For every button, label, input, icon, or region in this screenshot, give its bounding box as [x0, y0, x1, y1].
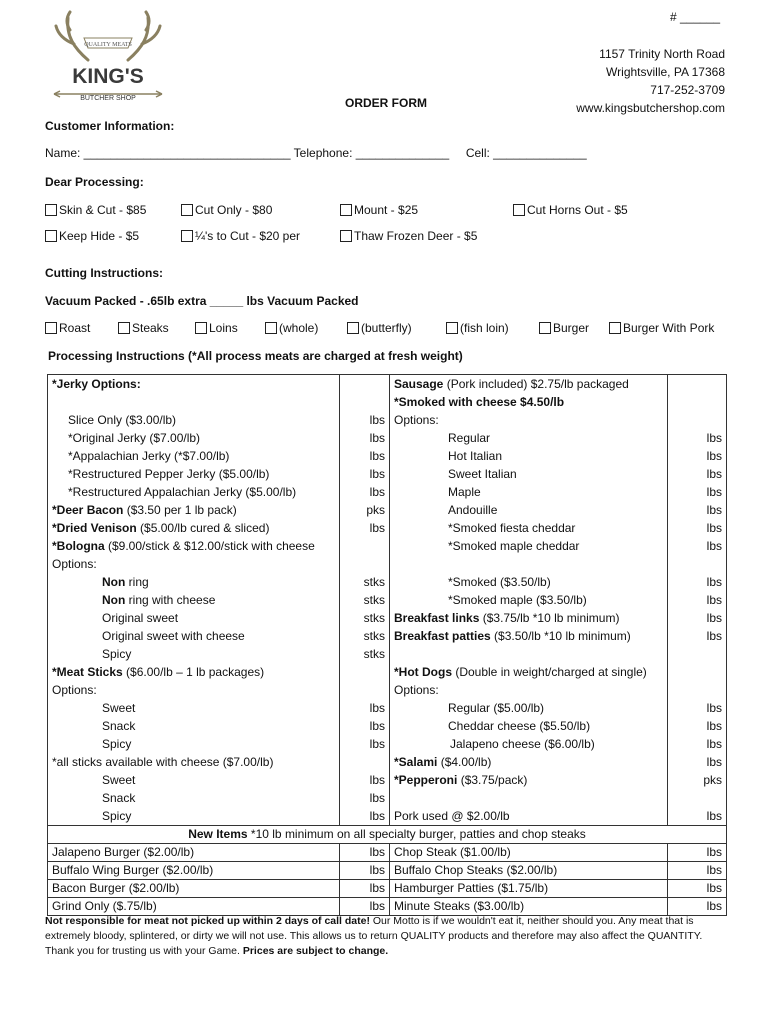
form-number-field[interactable]: # ______: [670, 10, 721, 24]
cut-butterfly[interactable]: (butterfly): [347, 321, 412, 335]
shop-website: www.kingsbutchershop.com: [576, 101, 725, 115]
unit-label: stks: [363, 611, 385, 625]
unit-cell[interactable]: lbs: [668, 844, 727, 862]
unit-label: lbs: [706, 521, 722, 535]
unit-label: lbs: [369, 449, 385, 463]
checkbox[interactable]: [195, 322, 207, 334]
list-item: Sweet: [102, 701, 136, 715]
list-item: Andouille: [448, 503, 498, 517]
list-item: *all sticks available with cheese ($7.00/lb): [52, 755, 274, 769]
checkbox[interactable]: [181, 230, 193, 242]
unit-label: pks: [703, 773, 722, 787]
list-item: *Pepperoni ($3.75/pack): [394, 773, 528, 787]
shop-city: Wrightsville, PA 17368: [606, 65, 725, 79]
option-skin-cut[interactable]: Skin & Cut - $85: [45, 203, 146, 217]
customer-info-line[interactable]: Name: _______________________________ Telephone: ______________ Cell: ______________: [45, 146, 587, 160]
checkbox[interactable]: [45, 204, 57, 216]
table-cell: Jalapeno Burger ($2.00/lb): [48, 844, 340, 862]
unit-label: lbs: [706, 629, 722, 643]
footer-disclaimer: Not responsible for meat not picked up within 2 days of call date! Our Motto is if we wouldn't eat it, neither should you. Any meat that is extremely bloody, splintered, or dirty we will not use. This allows us to return QUALITY products and therefore may also affect the QUANTITY. Thank you for trusting us with your Game. Prices are subject to change.: [45, 915, 703, 957]
list-item: Non ring: [102, 575, 149, 589]
list-item: Snack: [102, 719, 136, 733]
unit-label: lbs: [706, 809, 722, 823]
unit-label: lbs: [706, 611, 722, 625]
shop-phone: 717-252-3709: [650, 83, 725, 97]
unit-label: lbs: [706, 431, 722, 445]
list-item: Maple: [448, 485, 481, 499]
unit-label: lbs: [369, 485, 385, 499]
unit-label: lbs: [706, 701, 722, 715]
cutting-heading: Cutting Instructions:: [45, 266, 163, 280]
spacer: [48, 393, 339, 411]
unit-label: lbs: [369, 431, 385, 445]
new-items-heading: New Items *10 lb minimum on all specialty burger, patties and chop steaks: [48, 826, 727, 844]
option-quarters-to-cut[interactable]: ¼'s to Cut - $20 per: [181, 229, 300, 243]
form-title: ORDER FORM: [345, 96, 427, 110]
options-label: Options:: [394, 413, 439, 427]
unit-label: lbs: [369, 737, 385, 751]
unit-label: lbs: [706, 467, 722, 481]
unit-label: lbs: [706, 737, 722, 751]
list-item: *Meat Sticks ($6.00/lb – 1 lb packages): [52, 665, 265, 679]
list-item: *Appalachian Jerky (*$7.00/lb): [68, 449, 230, 463]
table-row: [48, 862, 727, 880]
unit-label: lbs: [369, 701, 385, 715]
unit-label: stks: [363, 593, 385, 607]
checkbox[interactable]: [446, 322, 458, 334]
list-item: Hot Italian: [448, 449, 503, 463]
list-item: Breakfast links ($3.75/lb *10 lb minimum): [394, 611, 620, 625]
table-cell: Grind Only ($.75/lb): [48, 898, 340, 916]
unit-label: lbs: [706, 539, 722, 553]
unit-label: lbs: [369, 467, 385, 481]
list-item: Snack: [102, 791, 136, 805]
dear-processing-heading: Dear Processing:: [45, 175, 144, 189]
list-item: *Deer Bacon ($3.50 per 1 lb pack): [52, 503, 237, 517]
checkbox[interactable]: [340, 204, 352, 216]
checkbox[interactable]: [340, 230, 352, 242]
list-item: *Smoked ($3.50/lb): [448, 575, 551, 589]
list-item: *Smoked maple ($3.50/lb): [448, 593, 587, 607]
unit-label: lbs: [369, 773, 385, 787]
list-item: Sausage (Pork included) $2.75/lb packaged: [394, 377, 629, 391]
unit-label: pks: [366, 503, 385, 517]
list-item: Original sweet with cheese: [102, 629, 245, 643]
jerky-heading: *Jerky Options:: [52, 377, 141, 391]
list-item: *Bologna ($9.00/stick & $12.00/stick with cheese: [52, 539, 315, 553]
table-cell: Buffalo Chop Steaks ($2.00/lb): [390, 862, 668, 880]
list-item: *Dried Venison ($5.00/lb cured & sliced): [52, 521, 270, 535]
unit-cell[interactable]: lbs: [668, 880, 727, 898]
unit-cell[interactable]: lbs: [340, 862, 390, 880]
shop-address: 1157 Trinity North Road: [599, 47, 725, 61]
list-item: Jalapeno cheese ($6.00/lb): [450, 737, 595, 751]
unit-label: lbs: [369, 719, 385, 733]
list-item: Pork used @ $2.00/lb: [394, 809, 510, 823]
checkbox[interactable]: [347, 322, 359, 334]
list-item: Regular ($5.00/lb): [448, 701, 545, 715]
list-item: Spicy: [102, 737, 132, 751]
table-cell: Buffalo Wing Burger ($2.00/lb): [48, 862, 340, 880]
unit-label: lbs: [706, 485, 722, 499]
options-label: Options:: [52, 557, 97, 571]
list-item: Spicy: [102, 809, 132, 823]
cut-fish-loin[interactable]: (fish loin): [446, 321, 509, 335]
option-cut-horns-out[interactable]: Cut Horns Out - $5: [513, 203, 628, 217]
unit-label: lbs: [706, 575, 722, 589]
table-row: [48, 844, 727, 862]
unit-label: lbs: [706, 719, 722, 733]
checkbox[interactable]: [265, 322, 277, 334]
unit-label: lbs: [706, 593, 722, 607]
list-item: *Salami ($4.00/lb): [394, 755, 492, 769]
unit-cell[interactable]: lbs: [340, 898, 390, 916]
option-mount[interactable]: Mount - $25: [340, 203, 418, 217]
cut-roast[interactable]: Roast: [45, 321, 90, 335]
kings-butcher-shop-logo: [44, 8, 172, 110]
unit-label: lbs: [369, 791, 385, 805]
list-item: Non ring with cheese: [102, 593, 216, 607]
customer-heading: Customer Information:: [45, 119, 175, 133]
table-cell: Hamburger Patties ($1.75/lb): [390, 880, 668, 898]
option-keep-hide[interactable]: Keep Hide - $5: [45, 229, 139, 243]
option-cut-only[interactable]: Cut Only - $80: [181, 203, 272, 217]
processing-heading: Processing Instructions (*All process meats are charged at fresh weight): [48, 349, 463, 363]
table-row: [48, 880, 727, 898]
logo-name: KING'S: [72, 65, 144, 88]
cut-whole[interactable]: (whole): [265, 321, 318, 335]
unit-label: lbs: [369, 413, 385, 427]
cut-burger-with-pork[interactable]: Burger With Pork: [609, 321, 714, 335]
order-table: [47, 374, 727, 916]
list-item: *Original Jerky ($7.00/lb): [68, 431, 201, 445]
unit-cell[interactable]: lbs: [668, 898, 727, 916]
checkbox[interactable]: [181, 204, 193, 216]
list-item: Original sweet: [102, 611, 179, 625]
list-item: *Hot Dogs (Double in weight/charged at single): [394, 665, 647, 679]
unit-label: lbs: [706, 755, 722, 769]
unit-label: stks: [363, 575, 385, 589]
checkbox[interactable]: [539, 322, 551, 334]
vacuum-packed-line[interactable]: Vacuum Packed - .65lb extra _____ lbs Vacuum Packed: [45, 294, 359, 308]
unit-label: stks: [363, 647, 385, 661]
list-item: Spicy: [102, 647, 132, 661]
checkbox[interactable]: [513, 204, 525, 216]
table-cell: Chop Steak ($1.00/lb): [390, 844, 668, 862]
table-row: [48, 898, 727, 916]
unit-cell[interactable]: lbs: [340, 844, 390, 862]
left-units-cell[interactable]: [340, 375, 390, 826]
checkbox[interactable]: [45, 230, 57, 242]
list-item: *Smoked maple cheddar: [448, 539, 580, 553]
left-items-cell: [48, 375, 340, 826]
unit-label: lbs: [706, 449, 722, 463]
list-item: *Restructured Pepper Jerky ($5.00/lb): [68, 467, 270, 481]
list-item: Breakfast patties ($3.50/lb *10 lb minimum): [394, 629, 631, 643]
unit-label: lbs: [369, 809, 385, 823]
option-thaw-frozen-deer[interactable]: Thaw Frozen Deer - $5: [340, 229, 477, 243]
right-items-cell: [390, 375, 668, 826]
list-item: *Smoked fiesta cheddar: [448, 521, 576, 535]
table-row: [48, 375, 727, 826]
table-cell: Bacon Burger ($2.00/lb): [48, 880, 340, 898]
cut-loins[interactable]: Loins: [195, 321, 238, 335]
cut-burger[interactable]: Burger: [539, 321, 589, 335]
unit-label: lbs: [706, 503, 722, 517]
list-item: Regular: [448, 431, 491, 445]
options-label: Options:: [52, 683, 97, 697]
list-item: Slice Only ($3.00/lb): [68, 413, 177, 427]
logo-ribbon: QUALITY MEATS: [84, 42, 132, 48]
checkbox[interactable]: [118, 322, 130, 334]
unit-label: lbs: [369, 521, 385, 535]
list-item: *Smoked with cheese $4.50/lb: [394, 395, 565, 409]
checkbox[interactable]: [609, 322, 621, 334]
logo-subtitle: BUTCHER SHOP: [80, 95, 136, 102]
list-item: Sweet: [102, 773, 136, 787]
unit-cell[interactable]: lbs: [668, 862, 727, 880]
table-row: [48, 826, 727, 844]
cut-steaks[interactable]: Steaks: [118, 321, 169, 335]
unit-cell[interactable]: lbs: [340, 880, 390, 898]
right-units-cell[interactable]: [668, 375, 727, 826]
options-label: Options:: [394, 683, 439, 697]
unit-label: stks: [363, 629, 385, 643]
checkbox[interactable]: [45, 322, 57, 334]
list-item: *Restructured Appalachian Jerky ($5.00/lb): [68, 485, 297, 499]
list-item: Sweet Italian: [448, 467, 517, 481]
list-item: Cheddar cheese ($5.50/lb): [448, 719, 591, 733]
table-cell: Minute Steaks ($3.00/lb): [390, 898, 668, 916]
